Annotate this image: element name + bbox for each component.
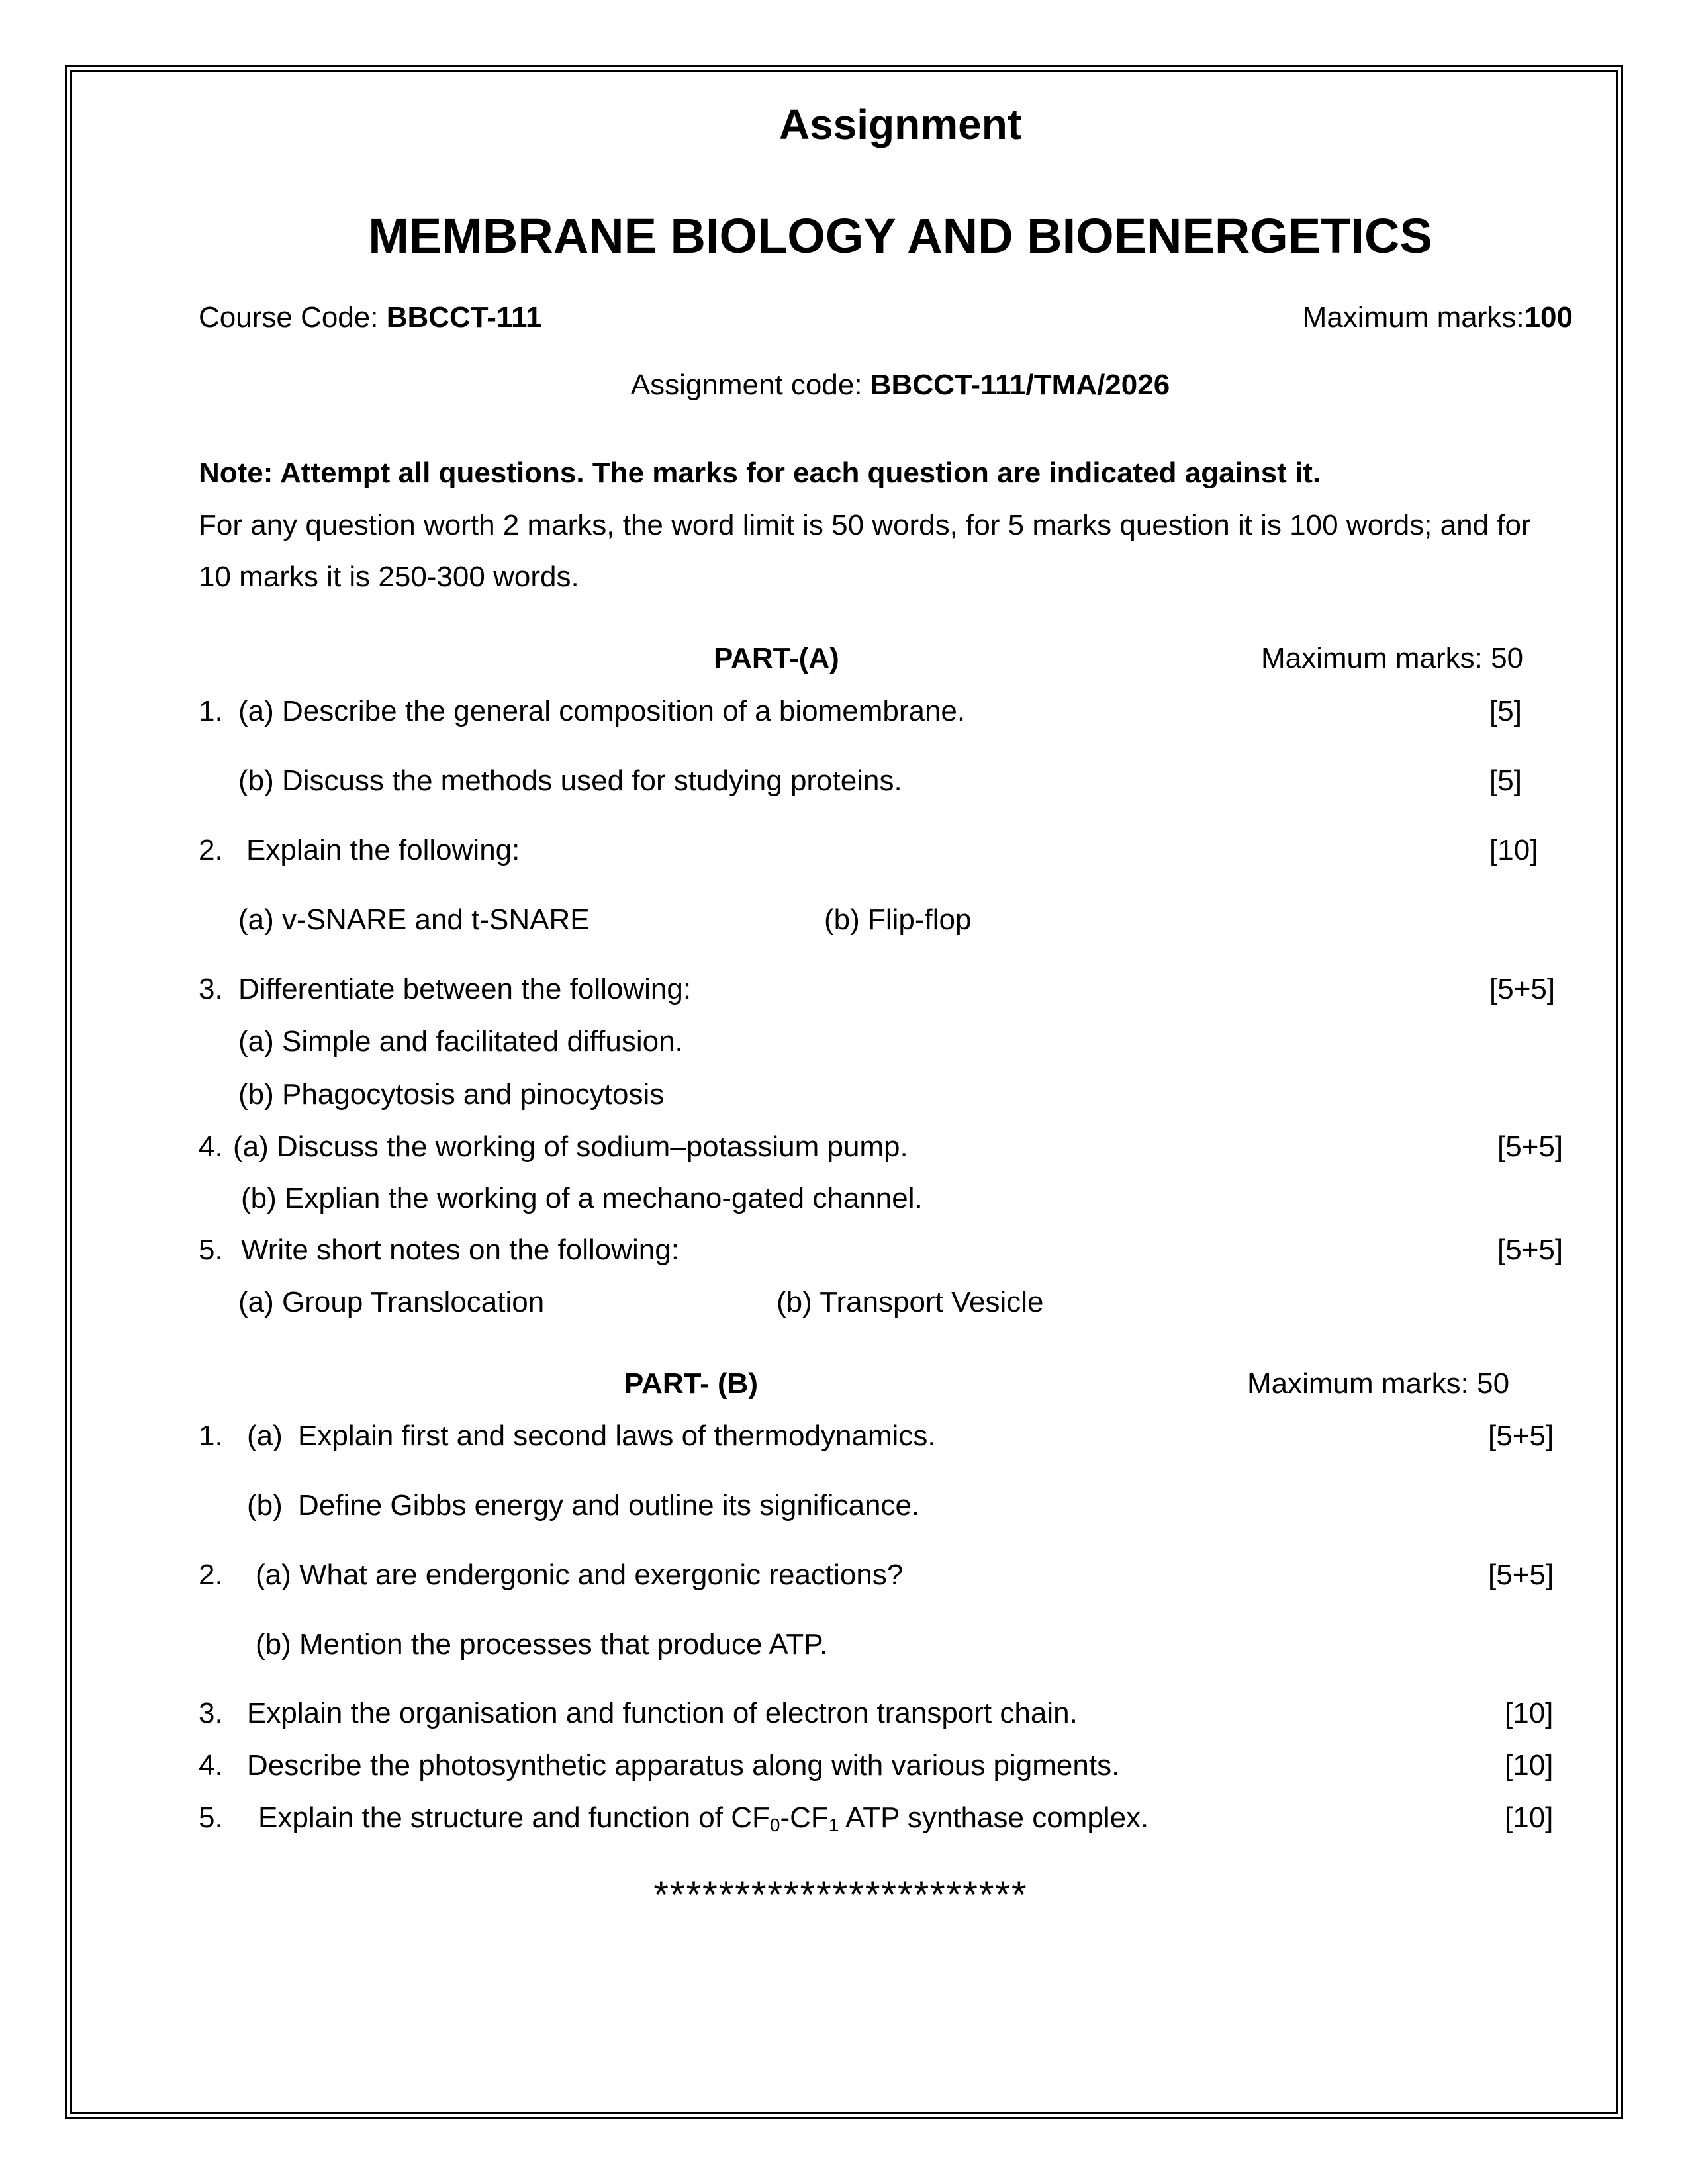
assignment-code-label: Assignment code: — [630, 369, 870, 401]
assignment-code — [631, 371, 1170, 400]
part-b-q5-text-middle: -CF — [780, 1801, 829, 1834]
part-b-q4-number: 4. — [199, 1749, 223, 1782]
part-b-q5-text-end: ATP synthase complex. — [839, 1801, 1149, 1834]
part-b-q1-number: 1. — [199, 1420, 223, 1452]
part-a-q2a-text: (a) v-SNARE and t-SNARE — [238, 903, 590, 936]
subject-title: MEMBRANE BIOLOGY AND BIOENERGETICS — [368, 208, 1432, 263]
part-b-q5-subscript-0: 0 — [769, 1815, 780, 1835]
part-b-q1a-label: (a) — [247, 1420, 283, 1452]
part-b-q4-text: Describe the photosynthetic apparatus along with various pigments. — [247, 1749, 1120, 1782]
part-a-q3b-text: (b) Phagocytosis and pinocytosis — [238, 1078, 665, 1111]
part-b-q5-text-start: Explain the structure and function of CF — [258, 1801, 770, 1834]
part-a-q3-text: Differentiate between the following: — [238, 973, 692, 1005]
part-b-q2-number: 2. — [199, 1559, 223, 1591]
part-b-q1b-text: Define Gibbs energy and outline its significance. — [298, 1489, 920, 1522]
part-a-q1a-text: (a) Describe the general composition of a biomembrane. — [238, 695, 966, 727]
document-title: Assignment — [778, 101, 1022, 148]
part-b-q5-number: 5. — [199, 1801, 223, 1834]
part-a-q5-marks: [5+5] — [1497, 1234, 1564, 1266]
part-b-heading: PART- (B) — [624, 1367, 759, 1400]
part-a-q4b-text: (b) Explian the working of a mechano-gated channel. — [241, 1182, 923, 1214]
part-a-q3-number: 3. — [199, 973, 223, 1005]
part-a-q1b-marks: [5] — [1489, 764, 1522, 797]
part-b-q2-marks: [5+5] — [1488, 1559, 1554, 1591]
part-b-q3-number: 3. — [199, 1697, 223, 1729]
note-heading: Note: Attempt all questions. The marks for each question are indicated against it. — [199, 457, 1321, 489]
part-b-q2b-text: (b) Mention the processes that produce ATP. — [256, 1628, 828, 1661]
course-code-label: Course Code: — [199, 301, 387, 334]
course-code — [199, 303, 541, 332]
part-b-q3-text: Explain the organisation and function of electron transport chain. — [247, 1697, 1078, 1729]
part-b-q5-subscript-1: 1 — [828, 1815, 839, 1835]
part-a-q2b-text: (b) Flip-flop — [824, 903, 972, 936]
part-a-q2-marks: [10] — [1489, 834, 1538, 866]
part-a-q1b-text: (b) Discuss the methods used for studying proteins. — [238, 764, 902, 797]
maximum-marks-total — [1303, 303, 1573, 332]
part-a-q2-text: Explain the following: — [246, 834, 520, 866]
part-a-q5a-text: (a) Group Translocation — [238, 1286, 545, 1318]
part-b-q5-text — [258, 1803, 1149, 1833]
part-b-q3-marks: [10] — [1505, 1697, 1554, 1729]
assignment-code-value: BBCCT-111/TMA/2026 — [870, 369, 1170, 401]
part-a-q4-number: 4. — [199, 1130, 223, 1163]
part-a-q3-marks: [5+5] — [1489, 973, 1556, 1005]
part-b-q5-marks: [10] — [1505, 1801, 1554, 1834]
part-a-q5b-text: (b) Transport Vesicle — [776, 1286, 1044, 1318]
part-a-q1a-marks: [5] — [1489, 695, 1522, 727]
end-of-document-stars: *********************** — [653, 1874, 1028, 1917]
part-b-q2a-text: (a) What are endergonic and exergonic reactions? — [256, 1559, 904, 1591]
part-a-q5-number: 5. — [199, 1234, 223, 1266]
part-b-max-marks: Maximum marks: 50 — [1247, 1367, 1510, 1400]
max-marks-value: 100 — [1524, 301, 1573, 334]
part-a-q5-text: Write short notes on the following: — [241, 1234, 679, 1266]
part-b-q1a-text: Explain first and second laws of thermodynamics. — [298, 1420, 936, 1452]
course-code-value: BBCCT-111 — [386, 301, 542, 334]
note-line-2: 10 marks it is 250-300 words. — [199, 561, 579, 593]
part-a-heading: PART-(A) — [714, 642, 839, 674]
max-marks-label: Maximum marks: — [1302, 301, 1524, 334]
part-b-q1-marks: [5+5] — [1488, 1420, 1554, 1452]
part-a-max-marks: Maximum marks: 50 — [1261, 642, 1524, 674]
part-b-q1b-label: (b) — [247, 1489, 283, 1522]
part-a-q2-number: 2. — [199, 834, 223, 866]
part-a-q1-number: 1. — [199, 695, 223, 727]
part-b-q4-marks: [10] — [1505, 1749, 1554, 1782]
part-a-q3a-text: (a) Simple and facilitated diffusion. — [238, 1025, 683, 1058]
part-a-q4-marks: [5+5] — [1497, 1130, 1564, 1163]
note-line-1: For any question worth 2 marks, the word limit is 50 words, for 5 marks question it is 100 words; and for — [199, 509, 1531, 541]
part-a-q4a-text: (a) Discuss the working of sodium–potassium pump. — [233, 1130, 908, 1163]
